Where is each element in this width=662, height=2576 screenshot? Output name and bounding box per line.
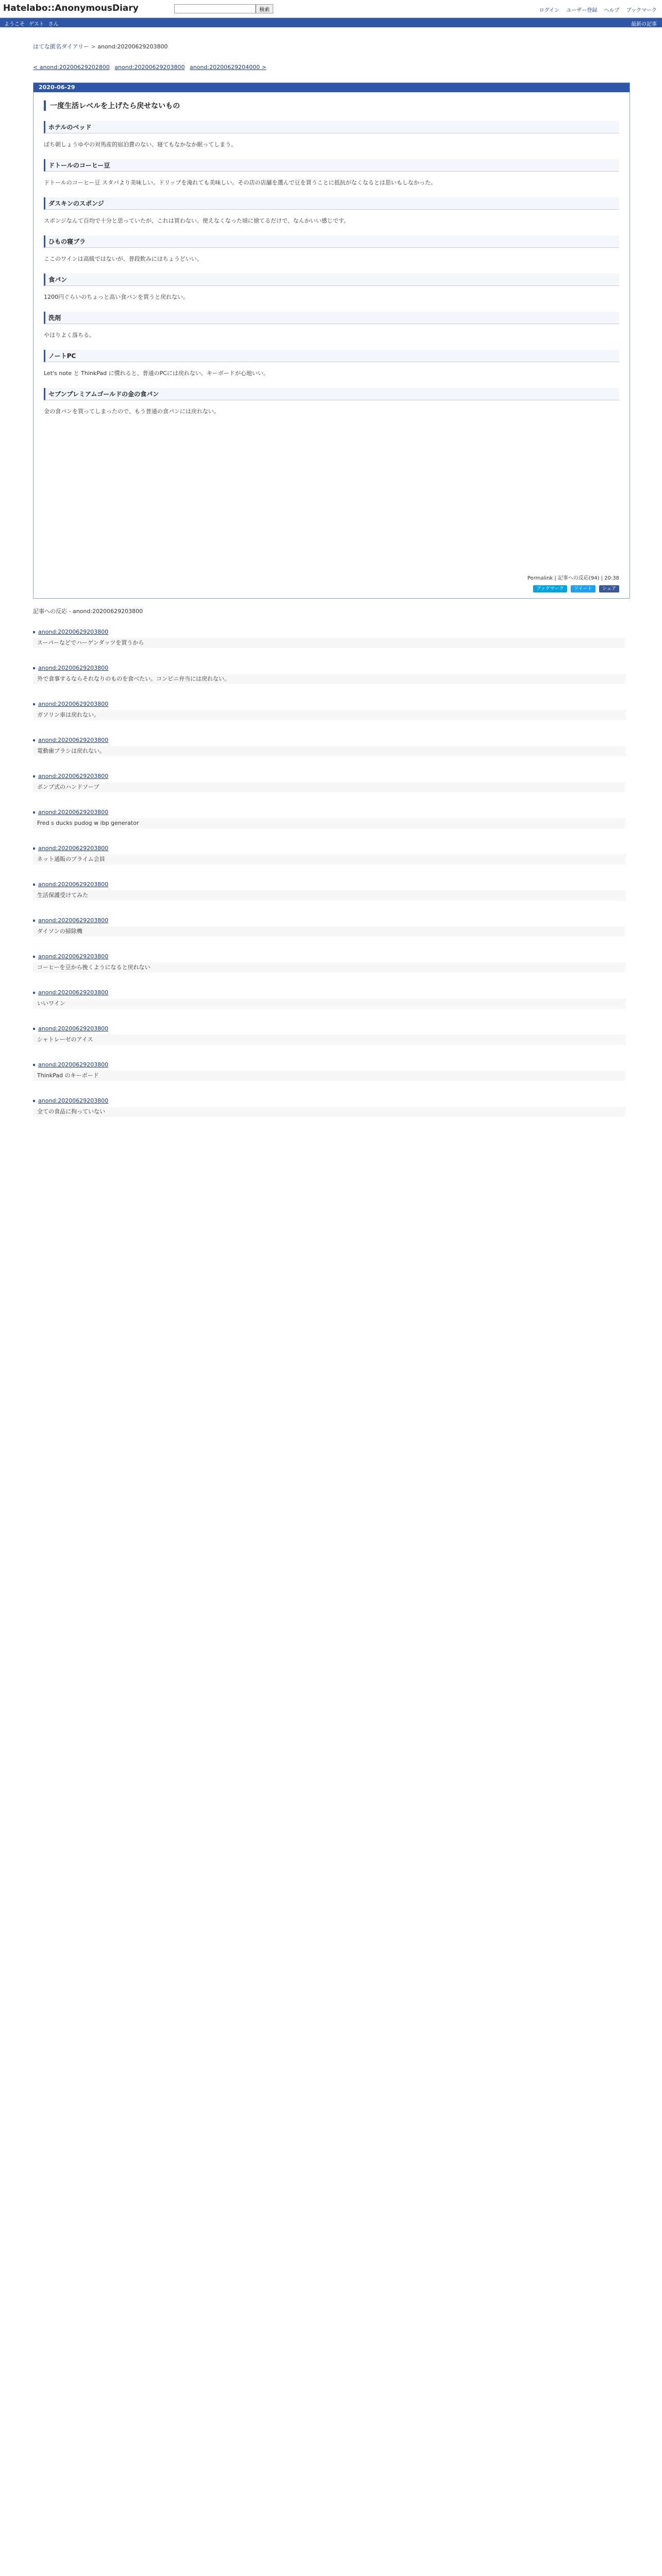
list-item — [33, 1097, 626, 1117]
response-link[interactable]: anond:20200629203800 — [38, 701, 109, 707]
breadcrumb — [33, 42, 168, 50]
help-link[interactable]: ヘルプ — [604, 8, 620, 13]
welcome-text — [4, 20, 63, 27]
list-item — [33, 737, 626, 756]
response-text: ポンプ式のハンドソープ — [33, 782, 626, 792]
latest-link[interactable]: 最新の記事 — [631, 22, 657, 27]
section-text: 金の食パンを買ってしまったので、もう普通の食パンには戻れない。 — [44, 408, 220, 415]
response-link[interactable]: anond:20200629203800 — [38, 737, 109, 743]
list-item — [33, 809, 626, 828]
search-input[interactable] — [174, 4, 256, 13]
response-text: スーパーなどでハーゲンダッツを買うから — [33, 638, 626, 648]
list-item — [33, 953, 626, 973]
response-text: ダイソンの掃除機 — [33, 926, 626, 937]
site-logo[interactable]: Hatelabo::AnonymousDiary — [3, 3, 139, 13]
response-link[interactable]: anond:20200629203800 — [38, 989, 109, 996]
share-button[interactable]: シェア — [599, 585, 619, 592]
header-links — [534, 6, 657, 13]
entry-section — [44, 312, 619, 341]
response-link[interactable]: anond:20200629203800 — [38, 1097, 109, 1104]
share-buttons — [531, 585, 619, 592]
entry-title[interactable]: 一度生活レベルを上げたら戻せないもの — [44, 100, 619, 111]
list-item — [33, 881, 626, 901]
pager-prev-link[interactable]: < anond:20200629202800 — [33, 64, 110, 71]
response-link[interactable]: anond:20200629203800 — [38, 809, 109, 816]
pager-next-link[interactable]: anond:20200629204000 > — [189, 64, 267, 71]
entry-section — [44, 235, 619, 264]
list-item — [33, 845, 626, 865]
response-text: ガソリン車は戻れない。 — [33, 710, 626, 720]
response-link[interactable]: anond:20200629203800 — [38, 845, 109, 852]
bullet-icon — [33, 848, 35, 850]
diary-entry — [33, 82, 630, 599]
list-item — [33, 1025, 626, 1045]
bullet-icon — [33, 739, 35, 741]
entry-section — [44, 350, 619, 379]
section-heading: ひもの寝ブラ — [44, 235, 619, 248]
response-text: 全ての食品に拘っていない — [33, 1107, 626, 1117]
bullet-icon — [33, 631, 35, 633]
response-link[interactable]: anond:20200629203800 — [38, 773, 109, 779]
section-text: ドトールのコーヒー豆 スタバより美味しい。ドリップを淹れても美味しい。その店の店舗を選んで豆を買うことに抵抗がなくなるとは思いもしなかった。 — [44, 179, 437, 186]
list-item — [33, 1061, 626, 1081]
guest-label: ゲスト — [29, 22, 44, 27]
response-text: シャトレーゼのアイス — [33, 1035, 626, 1045]
tweet-button[interactable]: ツイート — [571, 585, 595, 592]
response-text: ThinkPad のキーボード — [33, 1071, 626, 1081]
breadcrumb-home[interactable]: はてな匿名ダイアリー — [33, 43, 90, 50]
response-text: 電動歯ブラシは戻れない。 — [33, 746, 626, 756]
bullet-icon — [33, 775, 35, 777]
section-text: ぼち朝しょうゆやの対馬産的宿泊費のない、寝てもなかなか眠ってしまう。 — [44, 141, 237, 148]
list-item — [33, 989, 626, 1009]
response-link[interactable]: anond:20200629203800 — [38, 665, 109, 671]
breadcrumb-separator: > — [91, 43, 98, 50]
breadcrumb-current: anond:20200629203800 — [97, 43, 168, 50]
bullet-icon — [33, 811, 35, 814]
list-item — [33, 917, 626, 937]
pager-up-link[interactable]: anond:20200629203800 — [114, 64, 185, 71]
bullet-icon — [33, 992, 35, 994]
list-item — [33, 629, 626, 648]
section-text: スポンジなんて百均で十分と思っていたが、これは買わない。使えなくなった頃に捨てるだけで、なんかいい感じです。 — [44, 217, 350, 224]
response-link[interactable]: anond:20200629203800 — [38, 917, 109, 924]
section-text: Let's note と ThinkPad に慣れると、普通のPCには戻れない。キーボードが心地いい。 — [44, 370, 269, 377]
response-link[interactable]: anond:20200629203800 — [38, 629, 109, 635]
bookmark-link[interactable]: ブックマーク — [626, 8, 657, 13]
bullet-icon — [33, 1028, 35, 1030]
response-text: Fred s ducks pudog w ibp generator — [33, 818, 626, 828]
response-link[interactable]: anond:20200629203800 — [38, 881, 109, 888]
section-text: やはりよく落ちる。 — [44, 332, 95, 338]
entry-section — [44, 159, 619, 188]
bullet-icon — [33, 920, 35, 922]
entry-section — [44, 121, 619, 150]
global-header — [0, 0, 662, 18]
response-link[interactable]: anond:20200629203800 — [38, 1025, 109, 1032]
response-text: 外で食事するならそれなりのものを食べたい。コンビニ弁当には戻れない。 — [33, 674, 626, 684]
search-button[interactable]: 検索 — [256, 4, 273, 13]
login-link[interactable]: ログイン — [539, 8, 560, 13]
response-text: 生活保護受けてみた — [33, 890, 626, 901]
responses-heading: 記事への反応 - anond:20200629203800 — [33, 608, 143, 615]
response-text: コーヒーを豆から挽くようになると戻れない — [33, 962, 626, 973]
bullet-icon — [33, 703, 35, 705]
register-link[interactable]: ユーザー登録 — [566, 8, 598, 13]
bullet-icon — [33, 956, 35, 958]
hatena-bookmark-button[interactable]: ブックマーク — [533, 585, 567, 592]
response-link[interactable]: anond:20200629203800 — [38, 953, 109, 960]
section-heading: ノートPC — [44, 350, 619, 362]
section-heading: ダスキンのスポンジ — [44, 197, 619, 210]
response-text: いいワイン — [33, 998, 626, 1009]
section-text: 1200円ぐらいのちょっと高い食パンを買うと戻れない。 — [44, 294, 189, 300]
entry-section — [44, 197, 619, 226]
entry-section — [44, 388, 619, 417]
section-heading: ホテルのベッド — [44, 121, 619, 133]
section-heading: 食パン — [44, 274, 619, 286]
list-item — [33, 773, 626, 792]
list-item — [33, 701, 626, 720]
bullet-icon — [33, 667, 35, 669]
section-heading: ドトールのコーヒー豆 — [44, 159, 619, 172]
bullet-icon — [33, 1100, 35, 1102]
welcome-suffix: さん — [48, 22, 59, 27]
response-link[interactable]: anond:20200629203800 — [38, 1061, 109, 1068]
sub-header — [0, 18, 662, 27]
bullet-icon — [33, 1064, 35, 1066]
list-item — [33, 665, 626, 684]
entry-permalink[interactable]: Permalink | 記事への反応(94) | 20:38 — [527, 575, 619, 581]
entry-date: 2020-06-29 — [34, 83, 630, 92]
section-heading: 洗剤 — [44, 312, 619, 324]
section-text: ここのワインは高級ではないが、普段飲みにはちょうどいい。 — [44, 256, 203, 262]
welcome-prefix: ようこそ — [4, 22, 25, 27]
bullet-icon — [33, 884, 35, 886]
entry-pager — [33, 64, 270, 71]
section-heading: セブンプレミアムゴールドの金の食パン — [44, 388, 619, 400]
entry-section — [44, 274, 619, 302]
response-text: ネット通販のプライム会員 — [33, 854, 626, 865]
